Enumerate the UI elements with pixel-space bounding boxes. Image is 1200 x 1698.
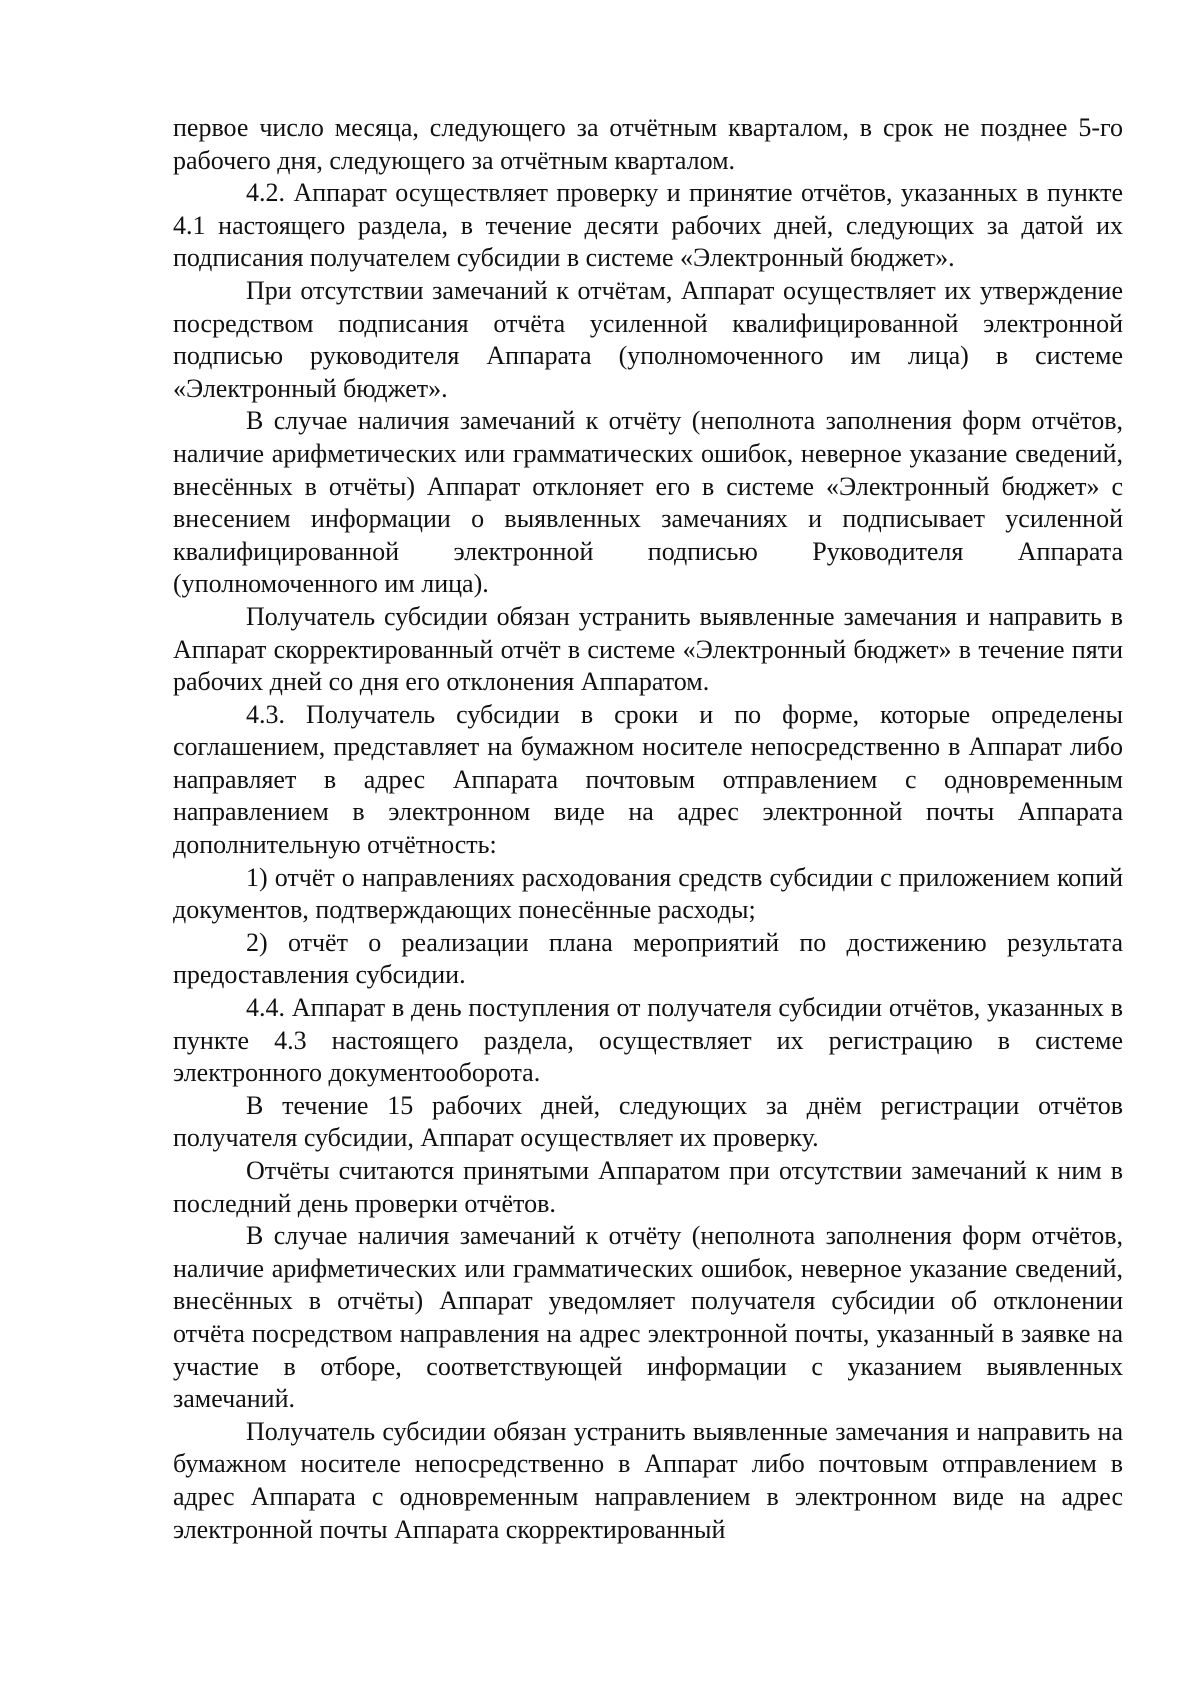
- paragraph-continuation: первое число месяца, следующего за отчётным кварталом, в срок не позднее 5-го рабочего дня, следующего за отчётным кварталом.: [173, 113, 1123, 175]
- paragraph-item-1: 1) отчёт о направлениях расходования средств субсидии с приложением копий документов, подтверждающих понесённые расходы;: [173, 862, 1123, 925]
- paragraph-rejection: В случае наличия замечаний к отчёту (неполнота заполнения форм отчётов, наличие арифметических или грамматических ошибок, неверное указание сведений, внесённых в отчёты) Аппарат отклоняет его в системе «Электронный бюджет» с внесением информации о выявленных замечаниях и подписывает усиленной квалифицированной электронной подписью Руководителя Аппарата (уполномоченного им лица).: [173, 406, 1123, 599]
- paragraph-notification: В случае наличия замечаний к отчёту (неполнота заполнения форм отчётов, наличие арифметических или грамматических ошибок, неверное указание сведений, внесённых в отчёты) Аппарат уведомляет получателя субсидии об отклонении отчёта посредством направления на адрес электронной почты, указанный в заявке на участие в отборе, соответствующей информации с указанием выявленных замечаний.: [173, 1221, 1123, 1414]
- paragraph-acceptance: Отчёты считаются принятыми Аппаратом при отсутствии замечаний к ним в последний день проверки отчётов.: [173, 1156, 1123, 1218]
- document-page: [173, 112, 1123, 1546]
- paragraph-4-4: 4.4. Аппарат в день поступления от получателя субсидии отчётов, указанных в пункте 4.3 настоящего раздела, осуществляет их регистрацию в системе электронного документооборота.: [173, 993, 1123, 1088]
- paragraph-approval: При отсутствии замечаний к отчётам, Аппарат осуществляет их утверждение посредством подписания отчёта усиленной квалифицированной электронной подписью руководителя Аппарата (уполномоченного им лица) в системе «Электронный бюджет».: [173, 275, 1123, 403]
- paragraph-4-2: 4.2. Аппарат осуществляет проверку и принятие отчётов, указанных в пункте 4.1 настоящего раздела, в течение десяти рабочих дней, следующих за датой их подписания получателем субсидии в системе «Электронный бюджет».: [173, 178, 1123, 273]
- paragraph-correction: Получатель субсидии обязан устранить выявленные замечания и направить в Аппарат скорректированный отчёт в системе «Электронный бюджет» в течение пяти рабочих дней со дня его отклонения Аппаратом.: [173, 601, 1123, 697]
- paragraph-item-2: 2) отчёт о реализации плана мероприятий по достижению результата предоставления субсидии.: [173, 927, 1123, 990]
- paragraph-review-period: В течение 15 рабочих дней, следующих за днём регистрации отчётов получателя субсидии, Аппарат осуществляет их проверку.: [173, 1090, 1123, 1153]
- paragraph-4-3: 4.3. Получатель субсидии в сроки и по форме, которые определены соглашением, представляет на бумажном носителе непосредственно в Аппарат либо направляет в адрес Аппарата почтовым отправлением с одновременным направлением в электронном виде на адрес электронной почты Аппарата дополнительную отчётность:: [173, 699, 1123, 860]
- paragraph-final-correction: Получатель субсидии обязан устранить выявленные замечания и направить на бумажном носителе непосредственно в Аппарат либо почтовым отправлением в адрес Аппарата с одновременным направлением в электронном виде на адрес электронной почты Аппарата скорректированный: [173, 1416, 1123, 1544]
